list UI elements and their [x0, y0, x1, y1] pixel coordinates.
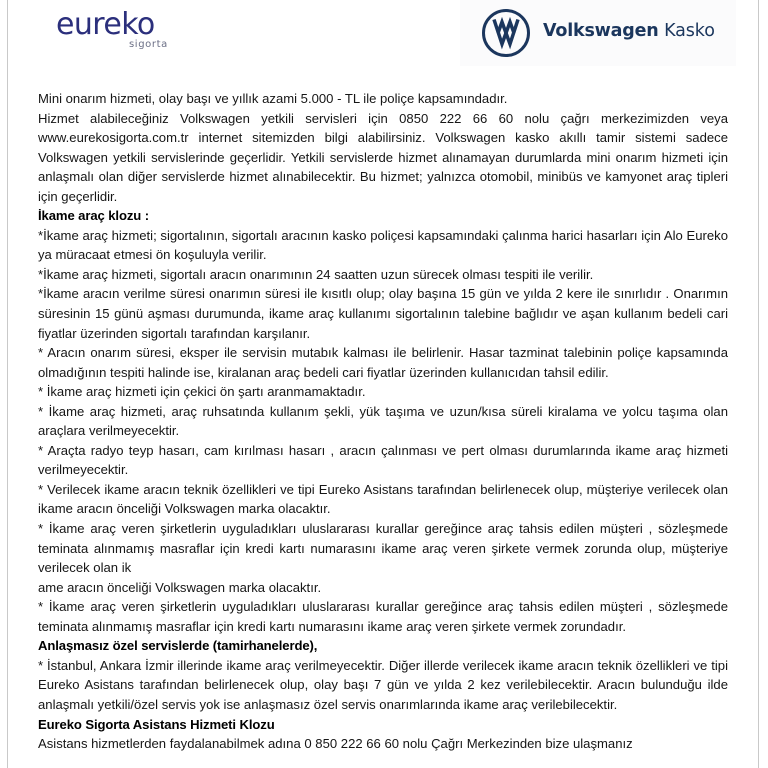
body-paragraph-ikame-2: *İkame araç hizmeti, sigortalı aracın onarımının 24 saatten uzun sürecek olması tespiti ile verilir. [38, 266, 594, 282]
page-edge-left [7, 0, 8, 768]
body-paragraph-ikame-5: * İkame araç hizmeti için çekici ön şartı aranmamaktadır. [38, 384, 366, 400]
body-paragraph-ikame-9: * İkame araç veren şirketlerin uyguladıkları uluslararası kurallar gereğince araç tahsis edilen müşteri , sözleşmede teminata alınmamış masraflar için kredi kartı numarasını ikame araç veren şirkete vermek zorunda olup, müşteriye verilecek olan ik [38, 521, 728, 576]
body-paragraph-ikame-3: *İkame aracın verilme süresi onarımın süresi ile kısıtlı olup; olay başına 15 gün ve yılda 2 kere ile sınırlıdır . Onarımın süresinin 15 günü aşması durumunda, ikame araç kullanımı sigortalının talebine bağlıdır ve aşan kullanım bedeli cari fiyatlar üzerinden sigortalı tarafından karşılanır. [38, 286, 728, 341]
eureko-subtitle-text: sigorta [129, 39, 168, 50]
volkswagen-kasko-logo-band [460, 0, 736, 66]
body-paragraph-intro: Mini onarım hizmeti, olay başı ve yıllık azami 5.000 - TL ile poliçe kapsamındadır. [38, 91, 508, 106]
body-paragraph-intro-2: Hizmet alabileceğiniz Volkswagen yetkili servisleri için 0850 222 66 60 nolu çağrı merkezimizden veya www.eurekosigorta.com.tr internet sitemizden bilgi alabilirsiniz. Volkswagen kasko akıllı tamir sistemi sadece Volkswagen yetkili servislerinde geçerlidir. Yetkili servislerde hizmet alınamayan durumlarda mini onarım hizmeti için anlaşmalı olan diğer servislerde hizmet alınabilecektir. Bu hizmet; yalnızca otomobil, minibüs ve kamyonet araç tipleri için geçerlidir. [38, 110, 728, 204]
kasko-product-text: Kasko [664, 21, 715, 41]
section-heading-heading-ikame: İkame araç klozu : [38, 208, 150, 224]
body-paragraph-ikame-9b: ame aracın önceliği Volkswagen marka olacaktır. [38, 579, 322, 595]
volkswagen-roundel-icon [481, 8, 531, 58]
body-paragraph-ikame-6: * İkame araç hizmeti, araç ruhsatında kullanım şekli, yük taşıma ve uzun/kısa süreli kiralama ve yolcu taşıma olan araçlara verilmeyecektir. [38, 403, 728, 439]
page-edge-right [758, 0, 759, 768]
eureko-wordmark-text: eureko [56, 7, 155, 42]
section-heading-heading-asistans: Eureko Sigorta Asistans Hizmeti Klozu [38, 716, 275, 732]
eureko-logo [50, 8, 250, 58]
body-paragraph-anlasmasiz-1: * İstanbul, Ankara İzmir illerinde ikame araç verilmeyecektir. Diğer illerde verilecek ikame aracın teknik özellikleri ve tipi Eureko Asistans tarafından belirlenecek olup, olay başı 7 gün ve yılda 2 kez verilebilecektir. Aracın bulunduğu ilde anlaşmalı yetkili/özel servis yok ise anlaşmasız özel servis onarımlarında ikame araç verilebilecektir. [38, 657, 728, 712]
body-paragraph-ikame-7: * Araçta radyo teyp hasarı, cam kırılması hasarı , aracın çalınması ve pert olması durumlarında ikame araç hizmeti verilmeyecektir. [38, 442, 728, 478]
body-paragraph-ikame-10: * İkame araç veren şirketlerin uyguladıkları uluslararası kurallar gereğince araç tahsis edilen müşteri , sözleşmede teminata alınmamış masraflar için kredi kartı numarasını ikame araç veren şirkete vermek zorundadır. [38, 599, 728, 634]
document-header [8, 0, 758, 72]
section-heading-heading-anlasmasiz: Anlaşmasız özel servislerde (tamirhanelerde), [38, 638, 318, 654]
body-paragraph-ikame-8: * Verilecek ikame aracın teknik özellikleri ve tipi Eureko Asistans tarafından belirlenecek olup, müşteriye verilecek olan ikame aracın önceliği Volkswagen marka olacaktır. [38, 481, 728, 517]
document-body [38, 89, 728, 754]
body-paragraph-asistans-1: Asistans hizmetlerden faydalanabilmek adına 0 850 222 66 60 nolu Çağrı Merkezinden bize ulaşmanız [38, 736, 633, 752]
volkswagen-kasko-label [543, 20, 715, 42]
volkswagen-brand-text: Volkswagen [543, 21, 659, 41]
body-paragraph-ikame-4: * Aracın onarım süresi, eksper ile servisin mutabık kalması ile belirlenir. Hasar tazminat talebinin poliçe kapsamında olmadığının tespiti halinde ise, kiralanan araç bedeli cari fiyatlar üzerinden kullanıcıdan tahsil edilir. [38, 345, 728, 380]
body-paragraph-ikame-1: *İkame araç hizmeti; sigortalının, sigortalı aracının kasko poliçesi kapsamındaki çalınma harici hasarları için Alo Eureko ya müracaat etmesi ön koşuluyla verilir. [38, 227, 728, 263]
